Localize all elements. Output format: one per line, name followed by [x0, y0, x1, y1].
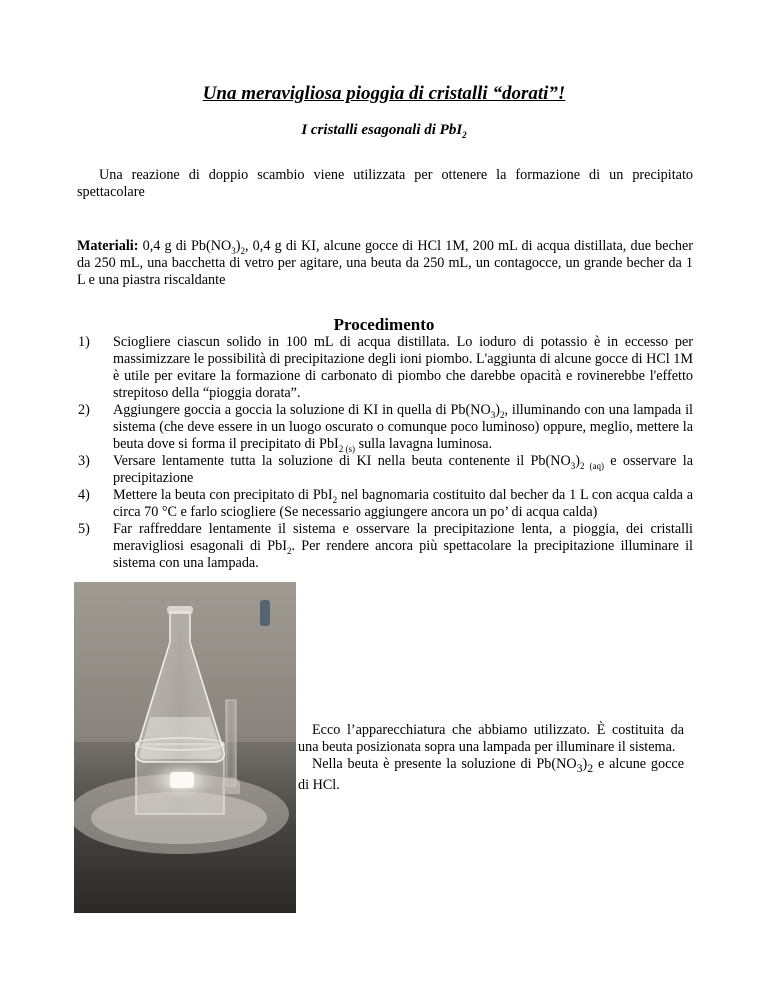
- step-text: ): [575, 453, 580, 469]
- caption-text: ): [582, 756, 588, 772]
- step-text: e osservare la precipitazione: [113, 453, 693, 486]
- subtitle-text: I cristalli esagonali di PbI: [301, 122, 463, 138]
- caption-sub: 2: [587, 760, 594, 775]
- step-text: Aggiungere goccia a goccia la soluzione di KI in quella di Pb(NO: [113, 402, 491, 418]
- caption-paragraph: [298, 756, 684, 794]
- caption-text: Nella beuta è presente la soluzione di Pb(NO: [312, 756, 577, 772]
- materials-text: , 0,4 g di KI, alcune gocce di HCl 1M, 200 mL di acqua distillata, due becher da 250 mL, una bacchetta di vetro per agitare, una beuta da 250 mL, un contagocce, un grande becher da 1 L e una piastra riscaldante: [77, 238, 693, 288]
- step-number: 1): [78, 334, 90, 350]
- materials-sub: 3: [231, 245, 236, 256]
- materials-paragraph: [77, 238, 693, 289]
- step-sub: 2: [286, 545, 292, 556]
- apparatus-illustration: [74, 582, 296, 913]
- caption-paragraph: Ecco l’apparecchiatura che abbiamo utilizzato. È costituita da una beuta posizionata sopra una lampada per illuminare il sistema.: [298, 722, 684, 755]
- step-sub: 3: [570, 460, 576, 471]
- materials-text: ): [235, 238, 241, 254]
- procedure-step: [77, 334, 693, 402]
- step-text: sulla lavagna luminosa.: [355, 436, 493, 452]
- intro-paragraph: Una reazione di doppio scambio viene utilizzata per ottenere la formazione di un precipitato spettacolare: [77, 167, 693, 200]
- photo-caption: [298, 722, 684, 794]
- step-text: Mettere la beuta con precipitato di PbI: [113, 487, 333, 503]
- procedure-step: [77, 402, 693, 453]
- procedure-step: [77, 521, 693, 572]
- procedure-heading: Procedimento: [333, 315, 435, 334]
- step-text: , illuminando con una lampada il sistema (che deve essere in un luogo oscurato o comunque poco luminoso) oppure, meglio, mettere la beuta dove si forma il precipitato di PbI: [113, 402, 693, 452]
- step-number: 5): [78, 521, 90, 537]
- step-text: Far raffreddare lentamente il sistema e osservare la precipitazione lenta, a pioggia, dei cristalli meravigliosi esagonali di PbI: [113, 521, 693, 554]
- step-text: ): [495, 402, 500, 418]
- step-sub: 3: [490, 409, 496, 420]
- procedure-step: [77, 487, 693, 521]
- step-number: 4): [78, 487, 90, 503]
- step-text: Sciogliere ciascun solido in 100 mL di acqua distillata. Lo ioduro di potassio è in eccesso per massimizzare le possibilità di precipitazione degli ioni piombo. L'aggiunta di alcune gocce di HCl 1M è utile per evitare la formazione di carbonato di piombo che darebbe opacità e rovinerebbe l'effetto strepitoso della “pioggia dorata”.: [113, 334, 693, 401]
- step-number: 2): [78, 402, 90, 418]
- step-text: . Per rendere ancora più spettacolare la precipitazione illuminare il sistema con una lampada.: [113, 538, 693, 571]
- step-number: 3): [78, 453, 90, 469]
- caption-text: e alcune gocce di HCl.: [298, 756, 684, 793]
- step-sub: 2 (aq): [579, 460, 604, 471]
- step-sub: 2: [499, 409, 505, 420]
- materials-label: Materiali:: [77, 238, 139, 254]
- procedure-steps: [77, 334, 693, 572]
- step-text: nel bagnomaria costituito dal becher da 1 L con acqua calda a circa 70 °C e farlo sciogliere (Se necessario aggiungere ancora un po’ di acqua calda): [113, 487, 693, 520]
- procedure-step: [77, 453, 693, 487]
- caption-sub: 3: [576, 760, 583, 775]
- step-text: Versare lentamente tutta la soluzione di KI nella beuta contenente il Pb(NO: [113, 453, 571, 469]
- subtitle-subscript: 2: [462, 130, 467, 140]
- materials-text: 0,4 g di Pb(NO: [138, 238, 232, 254]
- materials-sub: 2: [240, 245, 245, 256]
- apparatus-photo: [74, 582, 296, 913]
- step-sub: 2 (s): [338, 443, 356, 454]
- document-subtitle: [0, 121, 768, 139]
- step-sub: 2: [332, 494, 338, 505]
- document-title: Una meravigliosa pioggia di cristalli “dorati”!: [202, 83, 566, 104]
